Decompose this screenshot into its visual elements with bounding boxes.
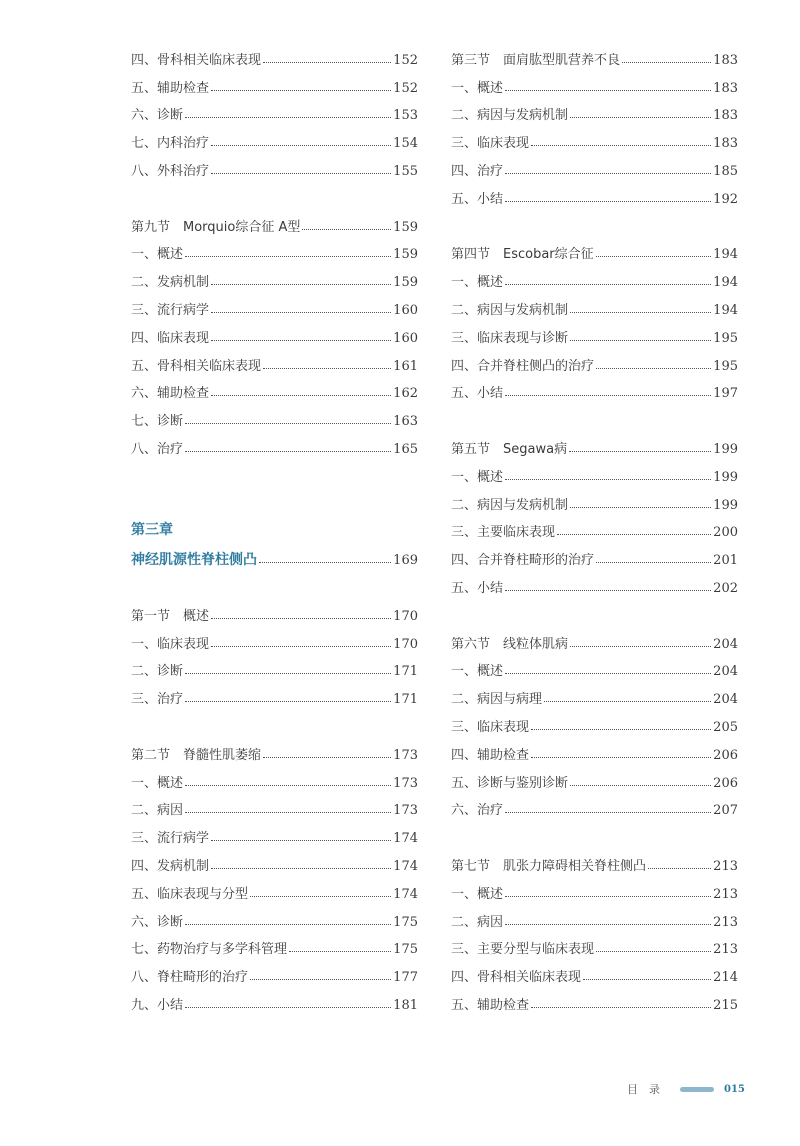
toc-entry-page: 202	[713, 580, 738, 596]
dot-leader	[531, 145, 711, 146]
dot-leader	[211, 340, 391, 341]
toc-entry[interactable]	[131, 404, 418, 432]
toc-entry-title: 六、治疗	[451, 803, 504, 819]
dot-leader	[570, 340, 711, 341]
toc-entry-title: 第五节 Segawa病	[451, 441, 568, 457]
toc-entry-page: 169	[393, 553, 418, 569]
toc-entry[interactable]	[451, 571, 738, 599]
toc-entry[interactable]	[451, 794, 738, 822]
toc-entry-page: 195	[713, 330, 738, 346]
toc-entry[interactable]	[451, 543, 738, 571]
page-footer	[627, 1081, 745, 1097]
footer-decoration	[680, 1087, 714, 1092]
toc-entry-page: 183	[713, 108, 738, 124]
toc-entry-page: 173	[393, 803, 418, 819]
toc-section-entry[interactable]	[451, 238, 738, 266]
toc-entry-page: 171	[393, 664, 418, 680]
toc-entry-title: 二、诊断	[131, 664, 184, 680]
toc-entry-title: 四、骨科相关临床表现	[131, 52, 262, 68]
toc-entry-page: 173	[393, 775, 418, 791]
toc-entry[interactable]	[451, 960, 738, 988]
toc-entry-title: 二、病因与发病机制	[451, 497, 569, 513]
dot-leader	[211, 646, 391, 647]
toc-entry-title: 六、诊断	[131, 108, 184, 124]
toc-entry[interactable]	[451, 99, 738, 127]
toc-entry-title: 二、病因与发病机制	[451, 108, 569, 124]
toc-entry-page: 177	[393, 970, 418, 986]
toc-entry[interactable]	[131, 960, 418, 988]
toc-entry[interactable]	[131, 627, 418, 655]
toc-entry-page: 159	[393, 219, 418, 235]
dot-leader	[185, 701, 391, 702]
dot-leader	[505, 173, 711, 174]
dot-leader	[259, 562, 391, 563]
toc-entry-title: 一、临床表现	[131, 636, 210, 652]
toc-entry-page: 199	[713, 469, 738, 485]
toc-entry-title: 一、概述	[131, 775, 184, 791]
dot-leader	[570, 785, 711, 786]
toc-entry-title: 三、流行病学	[131, 831, 210, 847]
toc-entry[interactable]	[131, 933, 418, 961]
spacer	[131, 460, 418, 488]
toc-entry-title: 九、小结	[131, 997, 184, 1013]
toc-section-entry[interactable]	[451, 849, 738, 877]
toc-entry[interactable]	[451, 516, 738, 544]
spacer	[131, 571, 418, 599]
toc-entry[interactable]	[451, 349, 738, 377]
toc-entry[interactable]	[131, 794, 418, 822]
dot-leader	[505, 673, 711, 674]
toc-entry-title: 神经肌源性脊柱侧凸	[131, 552, 257, 569]
toc-entry-title: 八、外科治疗	[131, 163, 210, 179]
toc-entry[interactable]	[451, 154, 738, 182]
toc-entry-page: 170	[393, 636, 418, 652]
toc-entry-title: 二、病因与发病机制	[451, 302, 569, 318]
dot-leader	[648, 868, 711, 869]
toc-entry-page: 204	[713, 636, 738, 652]
toc-entry[interactable]	[131, 71, 418, 99]
toc-entry[interactable]	[131, 43, 418, 71]
toc-entry-page: 205	[713, 719, 738, 735]
toc-entry[interactable]	[451, 682, 738, 710]
toc-chapter-entry[interactable]	[131, 543, 418, 571]
toc-entry-title: 四、骨科相关临床表现	[451, 970, 582, 986]
toc-entry[interactable]	[451, 182, 738, 210]
toc-entry-title: 第七节 肌张力障碍相关脊柱侧凸	[451, 858, 647, 874]
toc-entry-page: 162	[393, 386, 418, 402]
toc-entry[interactable]	[451, 293, 738, 321]
toc-entry-title: 四、临床表现	[131, 330, 210, 346]
toc-entry-title: 三、临床表现与诊断	[451, 330, 569, 346]
toc-entry[interactable]	[451, 738, 738, 766]
dot-leader	[596, 951, 711, 952]
toc-entry[interactable]	[451, 710, 738, 738]
toc-entry-page: 183	[713, 52, 738, 68]
toc-entry-title: 三、主要临床表现	[451, 525, 556, 541]
toc-entry-page: 160	[393, 302, 418, 318]
toc-entry-page: 152	[393, 80, 418, 96]
dot-leader	[185, 117, 391, 118]
toc-entry-page: 194	[713, 247, 738, 263]
toc-entry[interactable]	[451, 488, 738, 516]
dot-leader	[250, 896, 391, 897]
toc-entry-title: 五、诊断与鉴别诊断	[451, 775, 569, 791]
toc-section-entry[interactable]	[131, 599, 418, 627]
toc-entry[interactable]	[131, 99, 418, 127]
toc-entry[interactable]	[451, 905, 738, 933]
spacer	[451, 404, 738, 432]
toc-entry-page: 197	[713, 386, 738, 402]
toc-entry[interactable]	[131, 432, 418, 460]
toc-entry-page: 161	[393, 358, 418, 374]
dot-leader	[596, 256, 712, 257]
toc-entry-page: 206	[713, 775, 738, 791]
dot-leader	[211, 618, 391, 619]
dot-leader	[185, 812, 391, 813]
toc-entry-title: 五、辅助检查	[451, 997, 530, 1013]
toc-right-column	[451, 43, 738, 1016]
toc-entry-title: 二、发病机制	[131, 275, 210, 291]
spacer	[131, 182, 418, 210]
dot-leader	[211, 145, 391, 146]
toc-entry-title: 五、小结	[451, 386, 504, 402]
toc-entry-title: 八、治疗	[131, 441, 184, 457]
toc-entry-page: 170	[393, 608, 418, 624]
toc-entry-title: 三、临床表现	[451, 136, 530, 152]
toc-entry-page: 159	[393, 247, 418, 263]
toc-entry[interactable]	[131, 988, 418, 1016]
spacer	[451, 210, 738, 238]
toc-entry-title: 二、病因	[451, 914, 504, 930]
toc-entry-title: 六、诊断	[131, 914, 184, 930]
toc-entry-page: 200	[713, 525, 738, 541]
dot-leader	[570, 646, 711, 647]
toc-entry-title: 一、概述	[131, 247, 184, 263]
toc-entry[interactable]	[131, 905, 418, 933]
toc-entry-title: 七、药物治疗与多学科管理	[131, 942, 288, 958]
toc-entry-title: 二、病因与病理	[451, 692, 543, 708]
toc-entry-page: 192	[713, 191, 738, 207]
toc-entry-page: 175	[393, 914, 418, 930]
toc-entry-title: 三、流行病学	[131, 302, 210, 318]
toc-entry-page: 175	[393, 942, 418, 958]
toc-entry-page: 214	[713, 970, 738, 986]
toc-entry[interactable]	[451, 655, 738, 683]
toc-entry-title: 五、辅助检查	[131, 80, 210, 96]
toc-entry[interactable]	[451, 321, 738, 349]
toc-entry-page: 204	[713, 692, 738, 708]
toc-entry-page: 152	[393, 52, 418, 68]
toc-entry-title: 三、治疗	[131, 692, 184, 708]
dot-leader	[263, 368, 391, 369]
toc-entry-title: 五、小结	[451, 580, 504, 596]
toc-entry-page: 204	[713, 664, 738, 680]
toc-entry[interactable]	[131, 766, 418, 794]
toc-entry[interactable]	[131, 126, 418, 154]
toc-entry-title: 第六节 线粒体肌病	[451, 636, 569, 652]
toc-entry-title: 七、内科治疗	[131, 136, 210, 152]
toc-entry-title: 五、临床表现与分型	[131, 886, 249, 902]
toc-entry[interactable]	[131, 821, 418, 849]
page-number: 015	[724, 1083, 745, 1095]
toc-entry-page: 185	[713, 163, 738, 179]
toc-entry[interactable]	[451, 126, 738, 154]
dot-leader	[505, 284, 711, 285]
toc-entry-page: 174	[393, 831, 418, 847]
toc-section-entry[interactable]	[451, 43, 738, 71]
toc-left-column	[131, 43, 418, 1016]
dot-leader	[505, 395, 711, 396]
toc-entry-title: 第四节 Escobar综合征	[451, 247, 594, 263]
toc-entry[interactable]	[131, 349, 418, 377]
dot-leader	[570, 117, 711, 118]
toc-entry-page: 213	[713, 858, 738, 874]
dot-leader	[531, 757, 711, 758]
toc-entry-title: 四、辅助检查	[451, 747, 530, 763]
spacer	[131, 710, 418, 738]
toc-entry-title: 一、概述	[451, 80, 504, 96]
spacer	[131, 488, 418, 516]
toc-entry-title: 四、发病机制	[131, 858, 210, 874]
toc-entry-page: 159	[393, 275, 418, 291]
toc-entry[interactable]	[131, 321, 418, 349]
toc-entry-title: 一、概述	[451, 275, 504, 291]
dot-leader	[211, 90, 391, 91]
toc-entry-title: 一、概述	[451, 886, 504, 902]
dot-leader	[557, 534, 711, 535]
dot-leader	[505, 590, 711, 591]
toc-entry-title: 第二节 脊髓性肌萎缩	[131, 747, 262, 763]
toc-entry[interactable]	[451, 933, 738, 961]
dot-leader	[185, 423, 391, 424]
toc-entry[interactable]	[451, 460, 738, 488]
dot-leader	[505, 812, 711, 813]
toc-entry[interactable]	[131, 877, 418, 905]
toc-entry[interactable]	[131, 265, 418, 293]
chapter-label	[131, 516, 418, 544]
toc-entry-title: 一、概述	[451, 469, 504, 485]
dot-leader	[185, 673, 391, 674]
toc-entry-title: 五、骨科相关临床表现	[131, 358, 262, 374]
dot-leader	[570, 507, 711, 508]
toc-entry[interactable]	[451, 988, 738, 1016]
toc-entry-page: 174	[393, 886, 418, 902]
toc-entry-page: 201	[713, 553, 738, 569]
toc-entry-page: 213	[713, 886, 738, 902]
toc-entry[interactable]	[131, 655, 418, 683]
dot-leader	[211, 173, 391, 174]
toc-entry[interactable]	[451, 377, 738, 405]
dot-leader	[544, 701, 711, 702]
dot-leader	[211, 868, 391, 869]
dot-leader	[596, 368, 711, 369]
toc-entry-page: 155	[393, 163, 418, 179]
toc-entry[interactable]	[131, 377, 418, 405]
dot-leader	[185, 451, 391, 452]
dot-leader	[505, 479, 711, 480]
toc-entry-title: 第三节 面肩肱型肌营养不良	[451, 52, 621, 68]
toc-entry[interactable]	[451, 265, 738, 293]
dot-leader	[531, 1007, 711, 1008]
toc-entry-page: 206	[713, 747, 738, 763]
toc-entry-page: 183	[713, 80, 738, 96]
dot-leader	[505, 924, 711, 925]
dot-leader	[263, 62, 391, 63]
toc-entry-page: 171	[393, 692, 418, 708]
toc-entry-page: 213	[713, 942, 738, 958]
toc-entry-title: 五、小结	[451, 191, 504, 207]
dot-leader	[250, 979, 391, 980]
dot-leader	[569, 451, 711, 452]
dot-leader	[622, 62, 711, 63]
dot-leader	[505, 896, 711, 897]
toc-entry-page: 165	[393, 441, 418, 457]
spacer	[451, 599, 738, 627]
toc-entry-page: 174	[393, 858, 418, 874]
dot-leader	[531, 729, 711, 730]
chapter-number: 第三章	[131, 522, 173, 539]
toc-entry-page: 207	[713, 803, 738, 819]
toc-entry-page: 199	[713, 497, 738, 513]
dot-leader	[185, 1007, 391, 1008]
toc-entry[interactable]	[131, 154, 418, 182]
dot-leader	[185, 256, 391, 257]
toc-entry[interactable]	[451, 766, 738, 794]
toc-entry-page: 154	[393, 136, 418, 152]
toc-entry-page: 199	[713, 441, 738, 457]
toc-section-entry[interactable]	[451, 432, 738, 460]
toc-entry[interactable]	[451, 71, 738, 99]
toc-entry-title: 七、诊断	[131, 414, 184, 430]
toc-entry[interactable]	[131, 238, 418, 266]
dot-leader	[596, 562, 711, 563]
toc-entry-page: 153	[393, 108, 418, 124]
toc-entry[interactable]	[131, 849, 418, 877]
toc-entry-page: 194	[713, 302, 738, 318]
toc-entry-page: 213	[713, 914, 738, 930]
dot-leader	[583, 979, 711, 980]
toc-entry-page: 163	[393, 414, 418, 430]
toc-entry-page: 215	[713, 997, 738, 1013]
spacer	[451, 821, 738, 849]
toc-entry-page: 183	[713, 136, 738, 152]
toc-entry-title: 八、脊柱畸形的治疗	[131, 970, 249, 986]
dot-leader	[211, 395, 391, 396]
toc-section-entry[interactable]	[451, 627, 738, 655]
dot-leader	[570, 312, 711, 313]
toc-entry-page: 181	[393, 997, 418, 1013]
dot-leader	[505, 201, 711, 202]
toc-entry-page: 173	[393, 747, 418, 763]
dot-leader	[289, 951, 391, 952]
footer-label: 目 录	[627, 1083, 660, 1096]
toc-entry-title: 一、概述	[451, 664, 504, 680]
dot-leader	[211, 840, 391, 841]
dot-leader	[211, 312, 391, 313]
toc-entry-page: 160	[393, 330, 418, 346]
toc-entry[interactable]	[451, 877, 738, 905]
toc-entry-title: 三、主要分型与临床表现	[451, 942, 595, 958]
dot-leader	[185, 924, 391, 925]
toc-entry-page: 194	[713, 275, 738, 291]
dot-leader	[505, 90, 711, 91]
toc-entry[interactable]	[131, 293, 418, 321]
toc-entry-title: 四、治疗	[451, 163, 504, 179]
toc-entry[interactable]	[131, 682, 418, 710]
toc-entry-page: 195	[713, 358, 738, 374]
toc-entry-title: 四、合并脊柱侧凸的治疗	[451, 358, 595, 374]
toc-section-entry[interactable]	[131, 210, 418, 238]
toc-entry-title: 二、病因	[131, 803, 184, 819]
toc-entry-title: 六、辅助检查	[131, 386, 210, 402]
dot-leader	[185, 785, 391, 786]
toc-entry-title: 四、合并脊柱畸形的治疗	[451, 553, 595, 569]
dot-leader	[211, 284, 391, 285]
dot-leader	[302, 229, 391, 230]
toc-entry-title: 三、临床表现	[451, 719, 530, 735]
toc-section-entry[interactable]	[131, 738, 418, 766]
toc-entry-title: 第一节 概述	[131, 608, 210, 624]
dot-leader	[263, 757, 391, 758]
toc-entry-title: 第九节 Morquio综合征 A型	[131, 219, 301, 235]
